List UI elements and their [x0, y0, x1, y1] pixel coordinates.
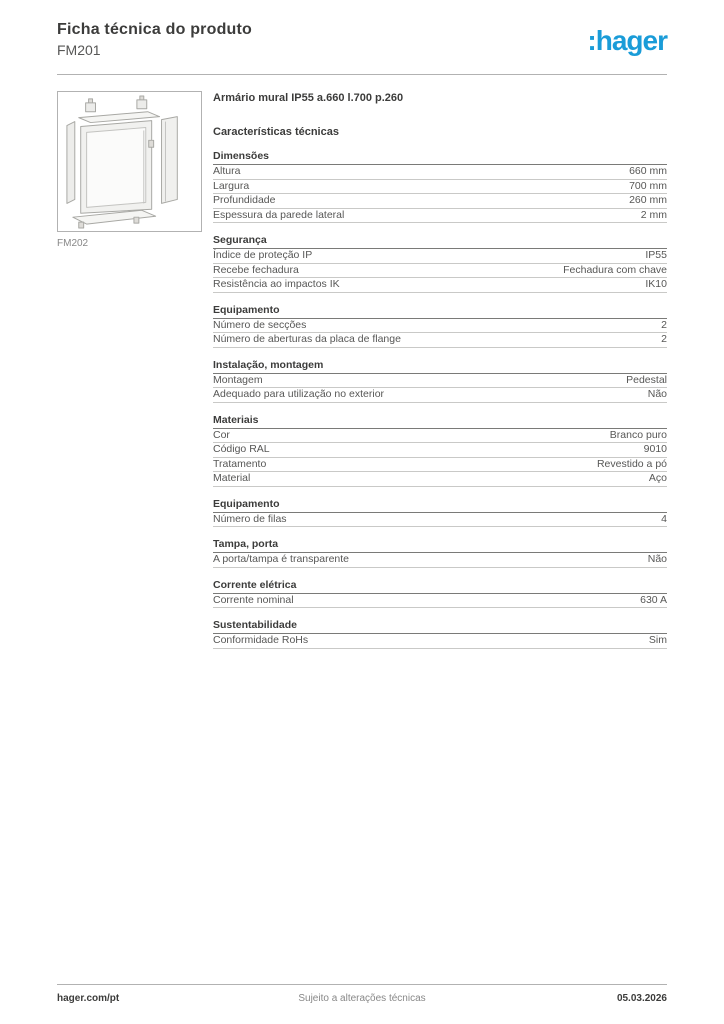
section-title: Dimensões — [213, 150, 667, 165]
spec-label: Conformidade RoHs — [213, 634, 309, 646]
spec-section-materials — [213, 414, 667, 487]
spec-label: Profundidade — [213, 194, 276, 206]
spec-section-door — [213, 538, 667, 568]
spec-label: Número de filas — [213, 512, 287, 525]
spec-section-equipment-rows — [213, 498, 667, 528]
spec-row — [213, 278, 667, 293]
spec-section-dimensions — [213, 150, 667, 223]
spec-value: 2 — [661, 333, 667, 345]
spec-section-equipment — [213, 304, 667, 348]
spec-row — [213, 429, 667, 444]
footer-website-link[interactable]: hager.com/pt — [57, 993, 120, 1004]
spec-value: Sim — [648, 634, 667, 646]
spec-label: Montagem — [213, 373, 263, 386]
spec-value: 700 mm — [629, 179, 667, 192]
page-header — [57, 21, 667, 58]
spec-label: Recebe fechadura — [213, 263, 299, 276]
spec-column — [213, 92, 667, 649]
spec-section-current — [213, 579, 667, 609]
footer-divider — [57, 984, 667, 985]
section-title: Corrente elétrica — [213, 579, 667, 594]
spec-value: Branco puro — [609, 428, 667, 441]
spec-label: Altura — [213, 165, 241, 177]
section-title: Segurança — [213, 234, 667, 249]
section-title: Materiais — [213, 414, 667, 429]
spec-row — [213, 249, 667, 264]
spec-section-sustainability — [213, 619, 667, 649]
image-caption: FM202 — [57, 238, 89, 249]
spec-label: Número de aberturas da placa de flange — [213, 333, 401, 345]
spec-row — [213, 594, 667, 609]
page-footer — [57, 993, 667, 1007]
spec-value: 9010 — [643, 443, 667, 455]
section-title: Sustentabilidade — [213, 619, 667, 634]
spec-label: Resistência ao impactos IK — [213, 278, 340, 290]
spec-row — [213, 264, 667, 279]
spec-label: Adequado para utilização no exterior — [213, 388, 385, 400]
spec-value: 260 mm — [629, 194, 667, 206]
spec-value: 660 mm — [629, 165, 667, 177]
spec-value: Revestido a pó — [596, 457, 667, 470]
spec-label: Largura — [213, 179, 250, 192]
spec-row — [213, 472, 667, 487]
product-code: FM201 — [57, 42, 101, 58]
spec-value: Não — [647, 388, 667, 400]
spec-row — [213, 194, 667, 209]
page-title: Ficha técnica do produto — [57, 21, 253, 38]
spec-value: 2 — [661, 318, 667, 331]
specs-heading: Características técnicas — [213, 126, 339, 138]
spec-row — [213, 634, 667, 649]
spec-row — [213, 374, 667, 389]
spec-label: Espessura da parede lateral — [213, 208, 345, 221]
spec-label: Cor — [213, 428, 230, 441]
spec-label: Código RAL — [213, 443, 270, 455]
spec-row — [213, 443, 667, 458]
spec-label: Índice de proteção IP — [213, 249, 313, 261]
spec-value: IP55 — [645, 249, 667, 261]
spec-section-installation — [213, 359, 667, 403]
spec-value: Fechadura com chave — [563, 263, 667, 276]
spec-value: 4 — [661, 512, 667, 525]
spec-value: 630 A — [640, 593, 667, 606]
spec-row — [213, 513, 667, 528]
product-name: Armário mural IP55 a.660 l.700 p.260 — [213, 92, 404, 104]
section-title: Equipamento — [213, 304, 667, 319]
spec-row — [213, 180, 667, 195]
spec-label: Corrente nominal — [213, 593, 294, 606]
spec-row — [213, 333, 667, 348]
hager-logo: :hager — [587, 25, 667, 56]
spec-row — [213, 458, 667, 473]
spec-label: A porta/tampa é transparente — [213, 553, 350, 565]
spec-section-security — [213, 234, 667, 293]
spec-label: Tratamento — [213, 457, 267, 470]
spec-value: Pedestal — [626, 373, 667, 386]
spec-value: Aço — [648, 472, 667, 484]
spec-row — [213, 209, 667, 224]
footer-note: Sujeito a alterações técnicas — [298, 993, 426, 1004]
spec-value: 2 mm — [640, 208, 667, 221]
spec-label: Material — [213, 472, 251, 484]
spec-row — [213, 553, 667, 568]
section-title: Tampa, porta — [213, 538, 667, 553]
section-title: Equipamento — [213, 498, 667, 513]
section-title: Instalação, montagem — [213, 359, 667, 374]
spec-row — [213, 165, 667, 180]
footer-date: 05.03.2026 — [616, 993, 667, 1004]
product-image-frame — [57, 91, 202, 232]
spec-value: Não — [647, 553, 667, 565]
spec-row — [213, 319, 667, 334]
header-divider — [57, 74, 667, 75]
spec-row — [213, 388, 667, 403]
spec-label: Número de secções — [213, 318, 307, 331]
exploded-cabinet-illustration — [59, 93, 200, 230]
spec-value: IK10 — [645, 278, 667, 290]
